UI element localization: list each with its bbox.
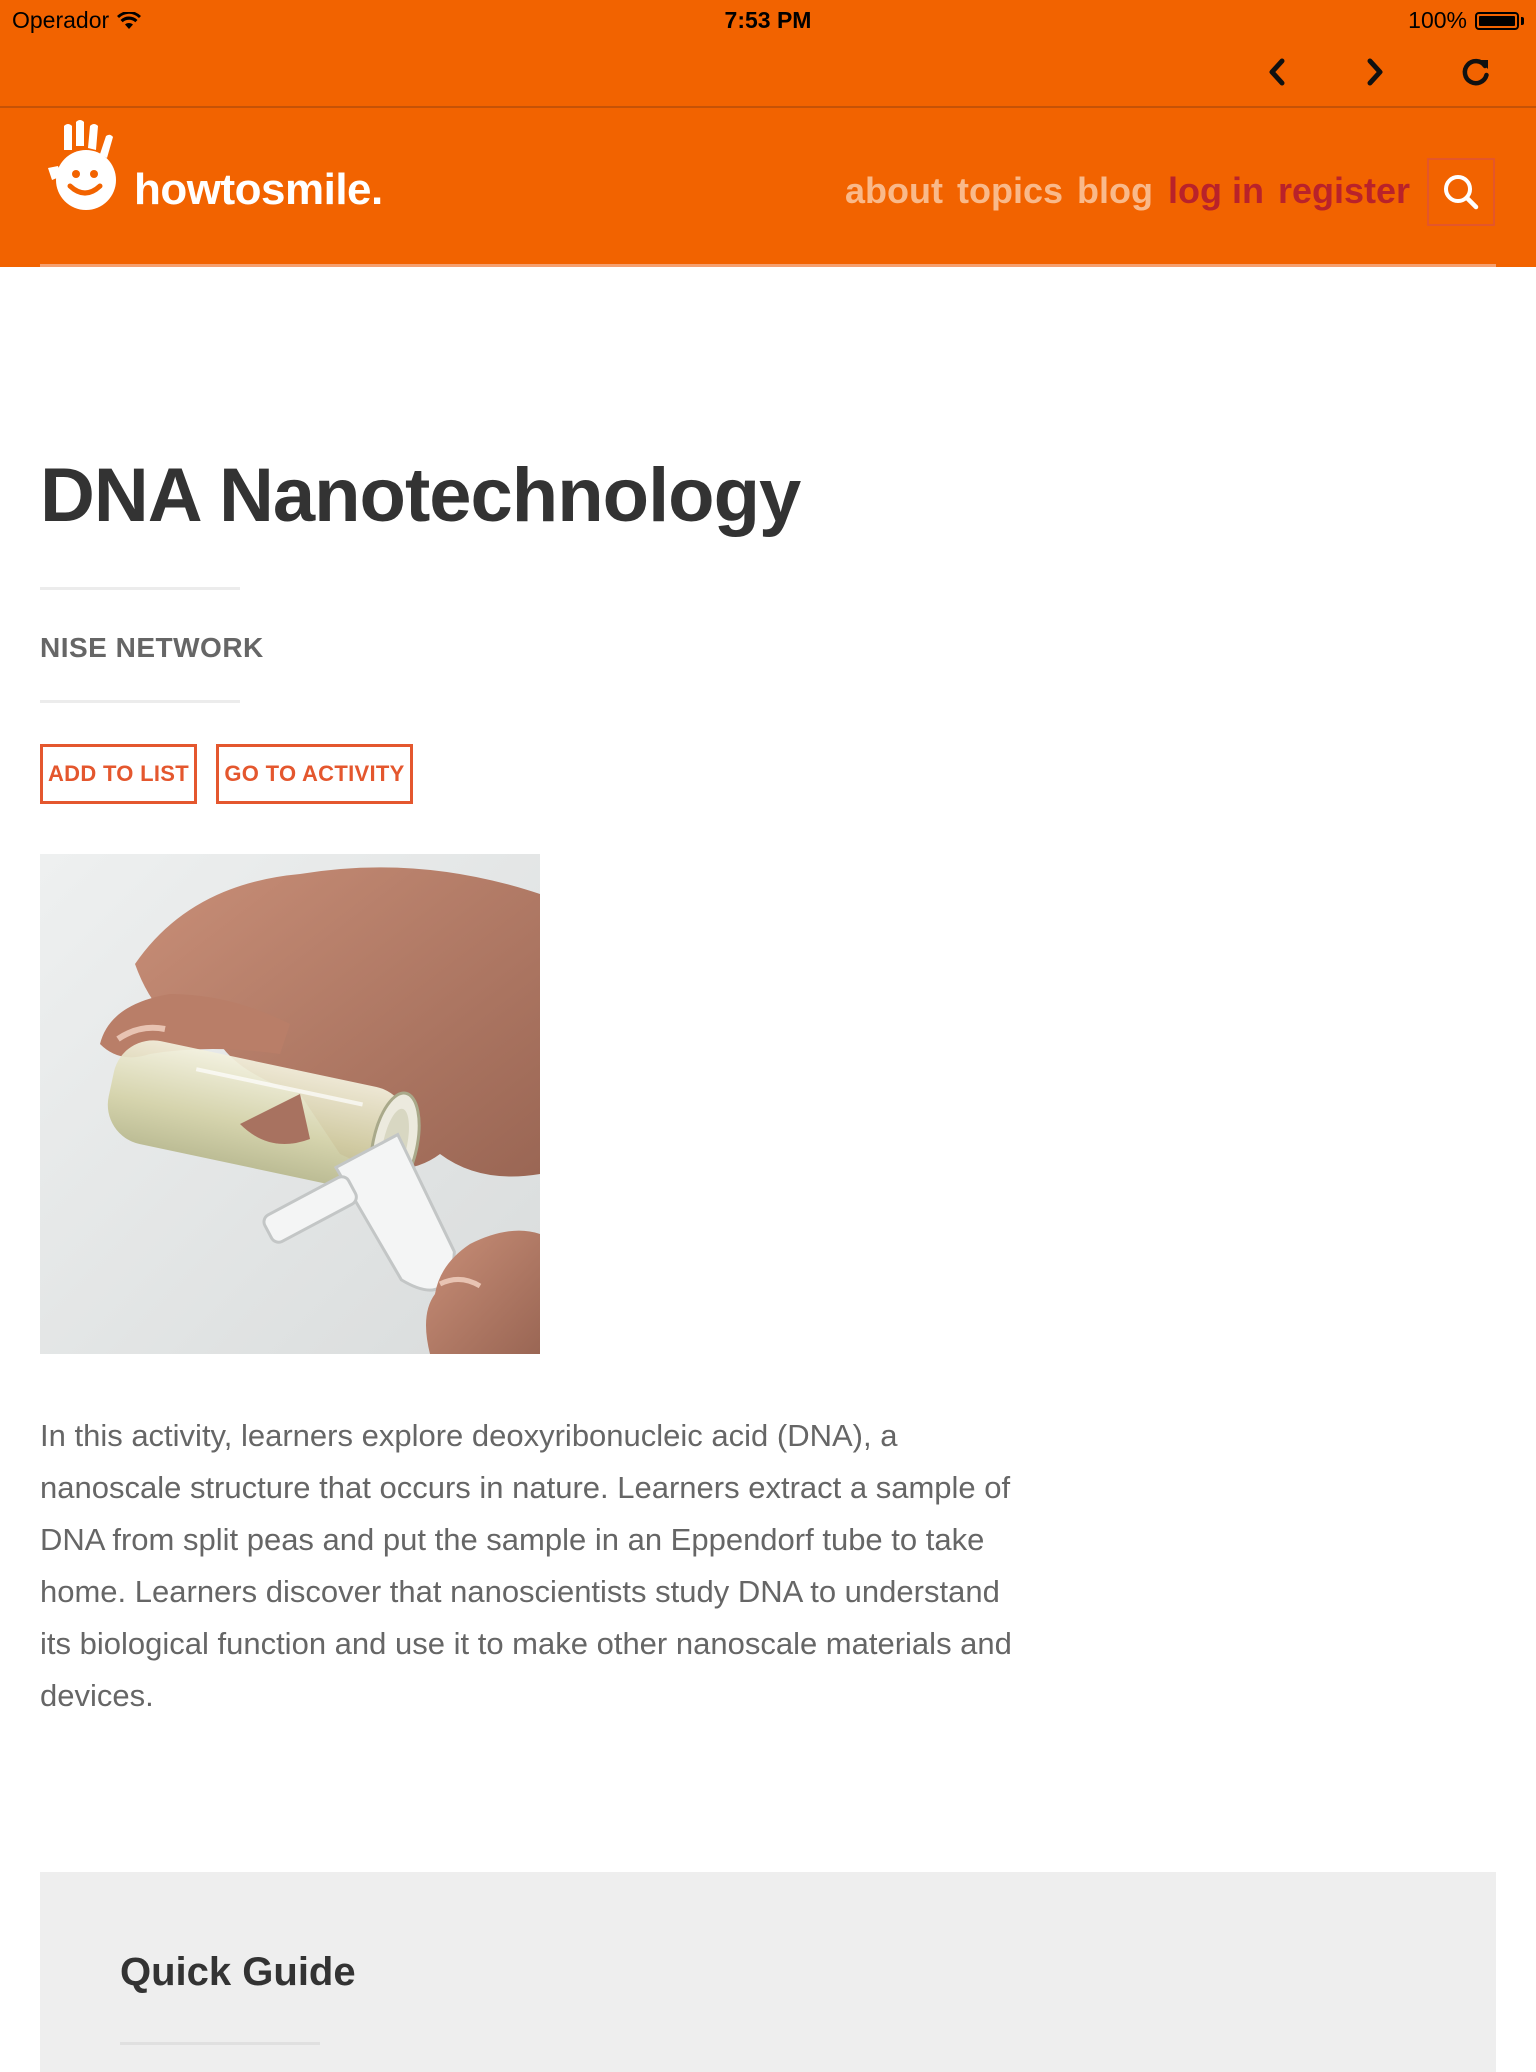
go-to-activity-button[interactable]: GO TO ACTIVITY <box>216 744 413 804</box>
carrier-label: Operador <box>12 7 110 33</box>
reload-button[interactable] <box>1454 50 1498 94</box>
search-button[interactable] <box>1427 158 1495 226</box>
status-bar <box>0 0 1536 40</box>
quick-guide-title: Quick Guide <box>120 1950 356 1994</box>
site-header <box>0 108 1536 267</box>
chevron-right-icon <box>1364 58 1386 86</box>
search-icon <box>1442 173 1480 211</box>
activity-image <box>40 854 540 1354</box>
chevron-left-icon <box>1266 58 1288 86</box>
forward-button[interactable] <box>1353 50 1397 94</box>
header-divider <box>40 264 1496 267</box>
author-link[interactable]: NISE NETWORK <box>40 632 264 663</box>
nav-register[interactable]: register <box>1278 170 1411 211</box>
clock: 7:53 PM <box>724 7 812 33</box>
nav-log-in[interactable]: log in <box>1168 170 1264 211</box>
quick-guide-divider <box>120 2042 320 2045</box>
browser-toolbar <box>0 40 1536 108</box>
battery-indicator <box>1408 7 1524 34</box>
nav-topics[interactable]: topics <box>957 170 1064 211</box>
battery-icon <box>1475 12 1519 30</box>
reload-icon <box>1461 57 1491 87</box>
quick-guide-panel <box>40 1872 1496 2072</box>
page-title: DNA Nanotechnology <box>40 453 801 538</box>
activity-description: In this activity, learners explore deoxyribonucleic acid (DNA), a nanoscale structure that occurs in nature. Learners extract a sample of DNA from split peas and put the sample in an Eppendorf tube to take home. Learners discover that nanoscientists study DNA to understand its biological function and use it to make other nanoscale materials and devices. <box>40 1418 1012 1713</box>
logo-text: howtosmile. <box>134 165 383 214</box>
nav-about[interactable]: about <box>845 170 943 211</box>
title-divider <box>40 587 240 590</box>
nav-blog[interactable]: blog <box>1077 170 1153 211</box>
site-logo[interactable] <box>44 120 383 220</box>
author-divider <box>40 700 240 703</box>
hand-smile-logo-icon <box>44 120 130 220</box>
add-to-list-button[interactable]: ADD TO LIST <box>40 744 197 804</box>
battery-percent: 100% <box>1408 7 1467 33</box>
back-button[interactable] <box>1255 50 1299 94</box>
